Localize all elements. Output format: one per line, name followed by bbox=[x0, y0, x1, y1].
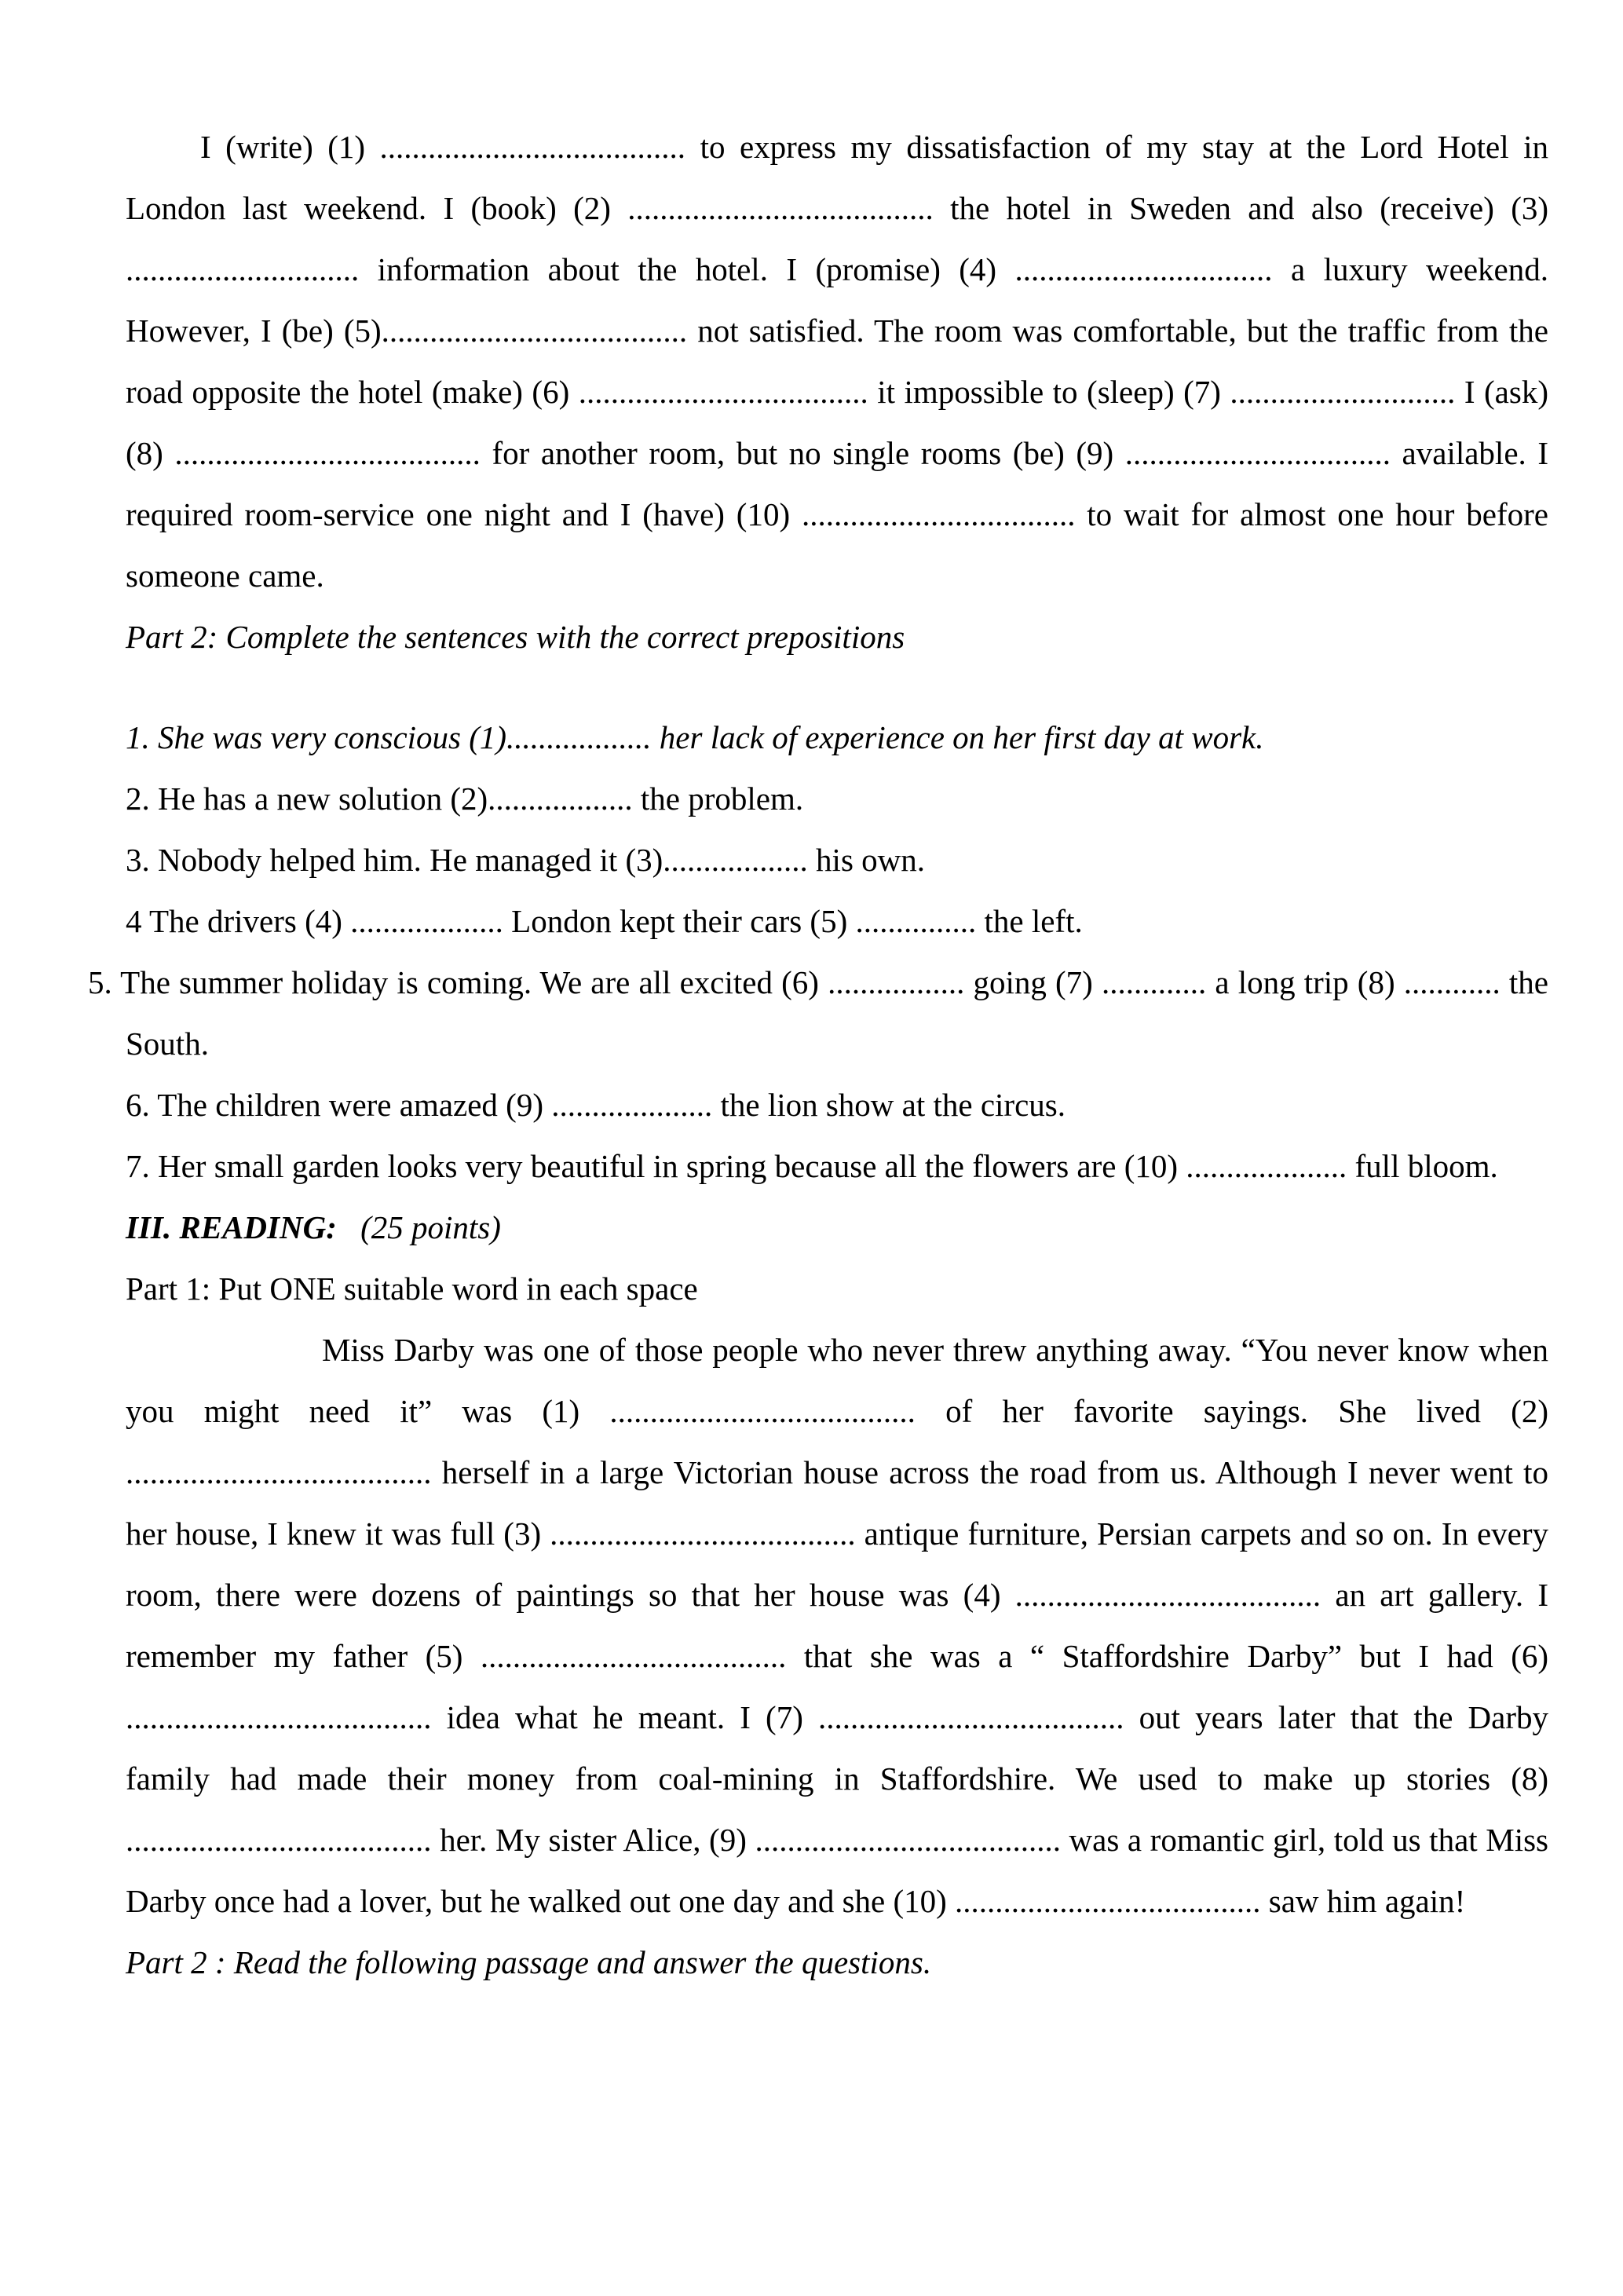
miss-darby-passage: Miss Darby was one of those people who never threw anything away. “You never know when you might need it” was (1) ...................................... of her favorite sayings. She lived (2) ...................................... herself in a large Victorian house across the road from us. Although I never went to her house, I knew it was full (3) ...................................... antique furniture, Persian carpets and so on. In every room, there were dozens of paintings so that her house was (4) ...................................... an art gallery. I remember my father (5) ...................................... that she was a “ Staffordshire Darby” but I had (6) ...................................... idea what he meant. I (7) ...................................... out years later that the Darby family had made their money from coal-mining in Staffordshire. We used to make up stories (8) ...................................... her. My sister Alice, (9) ...................................... was a romantic girl, told us that Miss Darby once had a lover, but he walked out one day and she (10) ...................................... saw him again! bbox=[126, 1332, 1548, 1919]
reading-section-title: III. READING: bbox=[126, 1209, 337, 1245]
preposition-item-4: 4 The drivers (4) ................... London kept their cars (5) ............... the left. bbox=[126, 903, 1083, 939]
preposition-item-2: 2. He has a new solution (2).................. the problem. bbox=[126, 781, 804, 817]
preposition-item-5: 5. The summer holiday is coming. We are all excited (6) ................. going (7) ............. a long trip (8) ............ the South. bbox=[88, 964, 1548, 1062]
part2-prepositions-heading: Part 2: Complete the sentences with the correct prepositions bbox=[126, 619, 905, 655]
reading-section-points: (25 points) bbox=[360, 1209, 501, 1245]
preposition-item-7: 7. Her small garden looks very beautiful in spring because all the flowers are (10) .................... full bloom. bbox=[126, 1148, 1498, 1184]
preposition-item-3: 3. Nobody helped him. He managed it (3).................. his own. bbox=[126, 842, 926, 878]
letter-fill-in-paragraph: I (write) (1) ...................................... to express my dissatisfaction of my stay at the Lord Hotel in London last weekend. I (book) (2) ...................................... the hotel in Sweden and also (receive) (3) ............................. information about the hotel. I (promise) (4) ................................ a luxury weekend. However, I (be) (5)...................................... not satisfied. The room was comfortable, but the traffic from the road opposite the hotel (make) (6) .................................... it impossible to (sleep) (7) ............................ I (ask) (8) ...................................... for another room, but no single rooms (be) (9) ................................. available. I required room-service one night and I (have) (10) .................................. to wait for almost one hour before someone came. bbox=[126, 129, 1548, 594]
preposition-item-6: 6. The children were amazed (9) .................... the lion show at the circus. bbox=[126, 1087, 1066, 1123]
reading-section-heading bbox=[126, 1197, 1548, 1258]
reading-part1-heading: Part 1: Put ONE suitable word in each space bbox=[126, 1270, 698, 1307]
preposition-item-1: 1. She was very conscious (1).................. her lack of experience on her first day at work. bbox=[126, 719, 1264, 755]
prepositions-items-list bbox=[88, 707, 1548, 1197]
reading-part2-heading: Part 2 : Read the following passage and answer the questions. bbox=[126, 1944, 932, 1980]
